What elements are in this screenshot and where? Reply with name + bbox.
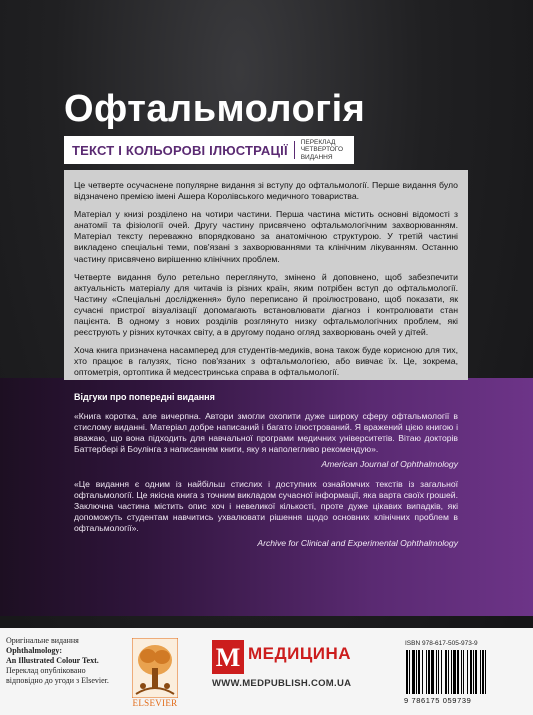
barcode-digits: 9 786175 059739 bbox=[404, 696, 472, 705]
translation-agreement: Переклад опубліковано відповідно до угоди з Elsevier. bbox=[6, 666, 109, 685]
description-paragraph: Матеріал у книзі розділено на чотири частини. Перша частина містить основні відомості з анатомії та фізіології очей. Другу частину присвячено офтальмологічним захворюванням. Матеріал тексту переважно впорядковано за анатомічною структурою. У третій частині викладено спеціальні теми, пов'язані з захворюваннями та клінічним лікуванням. Останню частину присвячено вирішенню клінічних проблем. bbox=[74, 209, 458, 264]
review-source: Archive for Clinical and Experimental Ophthalmology bbox=[257, 537, 458, 548]
svg-text:M: M bbox=[215, 643, 241, 672]
barcode bbox=[404, 650, 522, 694]
review-text: «Це видання є одним із найбільш стислих і доступних ознайомчих текстів із загальної офтальмології. Це якісна книга з точним викладом сучасної інформації, яка варта своїх грошей. Заключна частина містить опис хоч і невеликої кількості, проте дуже цікавих випадків, які допоможуть студентам навчитись ухвалювати рішення щодо основних клінічних проблем в офтальмології». bbox=[74, 479, 458, 534]
publisher-name: МЕДИЦИНА bbox=[248, 644, 352, 663]
description-paragraph: Хоча книга призначена насамперед для студентів-медиків, вона також буде корисною для тих, хто працює в галузях, тісно пов'язаних з офтальмологією, або вивчає їх. Це, зокрема, оптометрія, ортоптика й медсестринська справа в офтальмології. bbox=[74, 345, 458, 378]
subtitle-bar bbox=[64, 136, 354, 164]
isbn: ISBN 978-617-505-973-9 bbox=[405, 640, 478, 647]
description-paragraph: Це четверте осучаснене популярне видання зі вступу до офтальмології. Перше видання було відзначено премією імені Ашера Королівського медичного товариства. bbox=[74, 180, 458, 202]
subtitle-divider bbox=[294, 141, 295, 159]
description-box bbox=[64, 170, 468, 380]
reviews-heading: Відгуки про попередні видання bbox=[74, 392, 215, 402]
translation-note: ПЕРЕКЛАД ЧЕТВЕРТОГО ВИДАННЯ bbox=[300, 138, 344, 161]
elsevier-tree-icon bbox=[132, 638, 178, 698]
original-title-line1: Ophthalmology: bbox=[6, 646, 63, 655]
publisher-block bbox=[212, 638, 372, 698]
original-title-line2: An Illustrated Colour Text. bbox=[6, 656, 99, 665]
book-subtitle: ТЕКСТ І КОЛЬОРОВІ ІЛЮСТРАЦІЇ bbox=[72, 142, 288, 158]
review-text: «Книга коротка, але вичерпна. Автори змогли охопити дуже широку сферу офтальмології в стислому виданні. Матеріал добре написаний і багато ілюстрований. Я вражений цією книгою і вважаю, що вона підходить для навчальної програми медичних університетів. Вітаю докторів Баттербері й Боулінга з написанням книги, яку я наполегливо рекомендую». bbox=[74, 410, 458, 454]
description-paragraph: Четверте видання було ретельно переглянуто, змінено й доповнено, щоб забезпечити актуальність матеріалу для читачів із різних країн, яким потрібен вступ до офтальмології. Частину «Спеціальні дослідження» було переписано й проілюстровано, щоб показати, як сучасні пристрої візуалізації допомагають встановлювати діагноз і контролювати стан пацієнта. В одному з нових розділів розглянуто низку офтальмологічних проблем, які реєструють у різних куточках світу, а в другому подано огляд захворювань очей у дітей. bbox=[74, 271, 458, 338]
reviews-section bbox=[64, 390, 468, 560]
bottom-strip bbox=[0, 628, 533, 715]
publisher-logo-icon bbox=[212, 640, 244, 674]
review-source: American Journal of Ophthalmology bbox=[321, 458, 458, 469]
original-edition-label: Оригінальне видання bbox=[6, 636, 79, 645]
publisher-url[interactable]: WWW.MEDPUBLISH.COM.UA bbox=[212, 678, 352, 689]
book-title: Офтальмологія bbox=[64, 88, 366, 130]
elsevier-label: ELSEVIER bbox=[132, 698, 178, 708]
